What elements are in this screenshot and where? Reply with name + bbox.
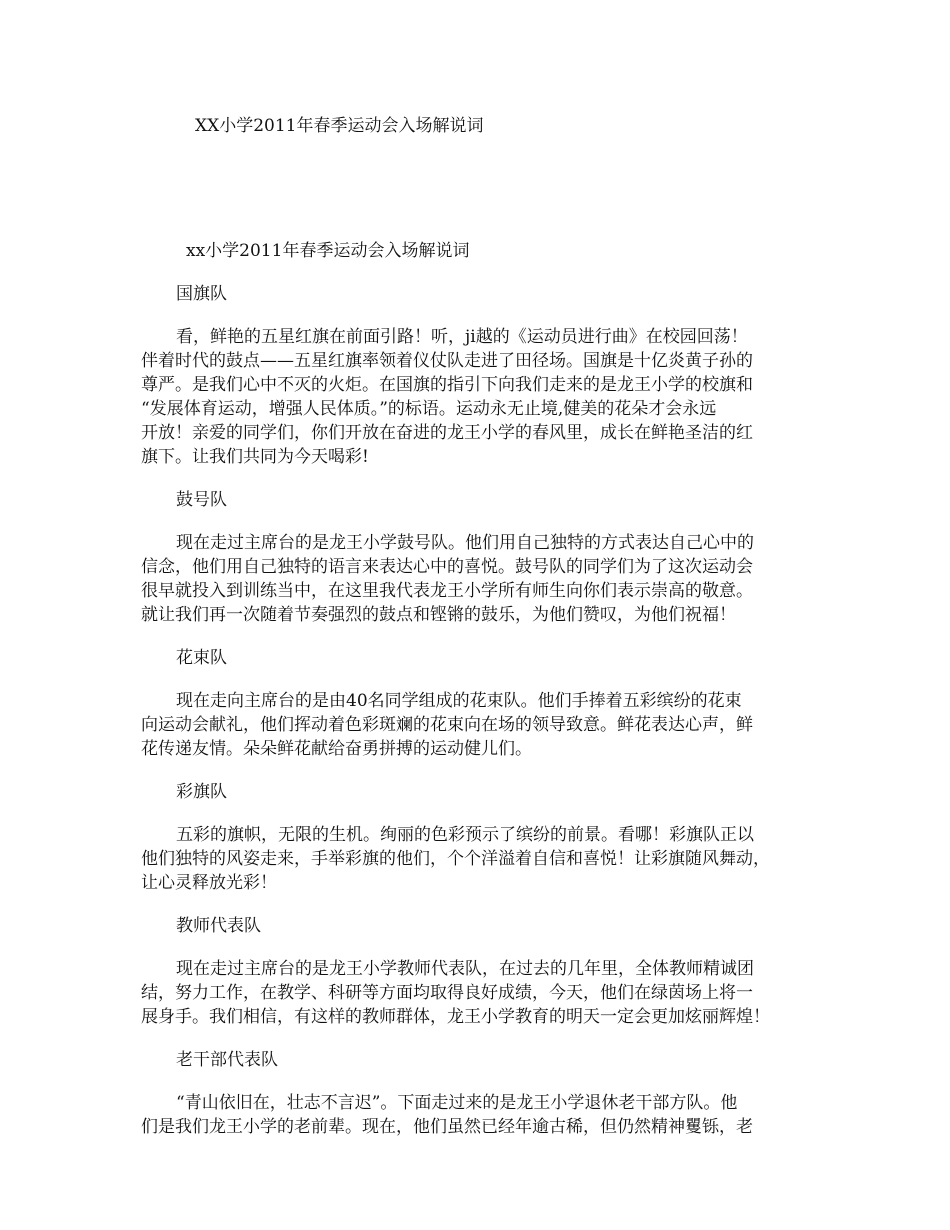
paragraph-line: 五彩的旗帜，无限的生机。绚丽的色彩预示了缤纷的前景。看哪！彩旗队正以 (176, 825, 754, 845)
section-heading-retired-cadre-team: 老干部代表队 (176, 1050, 278, 1070)
paragraph-line: 展身手。我们相信，有这样的教师群体，龙王小学教育的明天一定会更加炫丽辉煌！ (141, 1007, 770, 1027)
paragraph-line: 开放！亲爱的同学们，你们开放在奋进的龙王小学的春风里，成长在鲜艳圣洁的红 (141, 423, 753, 443)
paragraph-line: 伴着时代的鼓点——五星红旗率领着仪仗队走进了田径场。国旗是十亿炎黄子孙的 (141, 351, 753, 371)
section-heading-color-flag-team: 彩旗队 (176, 782, 227, 802)
paragraph-line: 很早就投入到训练当中，在这里我代表龙王小学所有师生向你们表示崇高的敬意。 (141, 581, 753, 601)
paragraph-drum-band (141, 531, 831, 627)
paragraph-line: “青山依旧在，壮志不言迟”。下面走过来的是龙王小学退休老干部方队。他 (176, 1093, 738, 1113)
section-heading-national-flag-team: 国旗队 (176, 284, 227, 304)
document-subtitle: xx小学2011年春季运动会入场解说词 (186, 241, 470, 261)
paragraph-line: 旗下。让我们共同为今天喝彩! (141, 447, 369, 467)
paragraph-color-flag-team (141, 823, 831, 895)
paragraph-retired-cadre-team (141, 1091, 831, 1139)
paragraph-line: 让心灵释放光彩！ (141, 873, 277, 893)
paragraph-line: 们是我们龙王小学的老前辈。现在，他们虽然已经年逾古稀，但仍然精神矍铄，老 (141, 1117, 753, 1137)
paragraph-line: 结，努力工作，在教学、科研等方面均取得良好成绩，今天，他们在绿茵场上将一 (141, 983, 753, 1003)
paragraph-line: 现在走过主席台的是龙王小学教师代表队，在过去的几年里，全体教师精诚团 (176, 959, 754, 979)
paragraph-flower-team (141, 689, 831, 761)
paragraph-line: 现在走向主席台的是由40名同学组成的花束队。他们手捧着五彩缤纷的花束 (176, 691, 742, 711)
paragraph-line: 看，鲜艳的五星红旗在前面引路！听，ji越的《运动员进行曲》在校园回荡！ (176, 327, 748, 347)
document-title: XX小学2011年春季运动会入场解说词 (195, 116, 484, 136)
paragraph-line: 向运动会献礼，他们挥动着色彩斑斓的花束向在场的领导致意。鲜花表达心声，鲜 (141, 715, 753, 735)
paragraph-line: 他们独特的风姿走来，手举彩旗的他们，个个洋溢着自信和喜悦！让彩旗随风舞动， (141, 849, 770, 869)
paragraph-national-flag-team (141, 325, 831, 469)
paragraph-line: 现在走过主席台的是龙王小学鼓号队。他们用自己独特的方式表达自己心中的 (176, 533, 754, 553)
paragraph-teacher-team (141, 957, 831, 1029)
section-heading-teacher-team: 教师代表队 (176, 916, 261, 936)
paragraph-line: 就让我们再一次随着节奏强烈的鼓点和铿锵的鼓乐，为他们赞叹，为他们祝福！ (141, 605, 736, 625)
paragraph-line: 花传递友情。朵朵鲜花献给奋勇拼搏的运动健儿们。 (141, 739, 532, 759)
section-heading-flower-team: 花束队 (176, 648, 227, 668)
paragraph-line: “发展体育运动，增强人民体质。”的标语。运动永无止境,健美的花朵才会永远 (141, 399, 717, 419)
section-heading-drum-band: 鼓号队 (176, 490, 227, 510)
paragraph-line: 尊严。是我们心中不灭的火炬。在国旗的指引下向我们走来的是龙王小学的校旗和 (141, 375, 753, 395)
paragraph-line: 信念，他们用自己独特的语言来表达心中的喜悦。鼓号队的同学们为了这次运动会 (141, 557, 753, 577)
document-body (141, 239, 831, 1158)
